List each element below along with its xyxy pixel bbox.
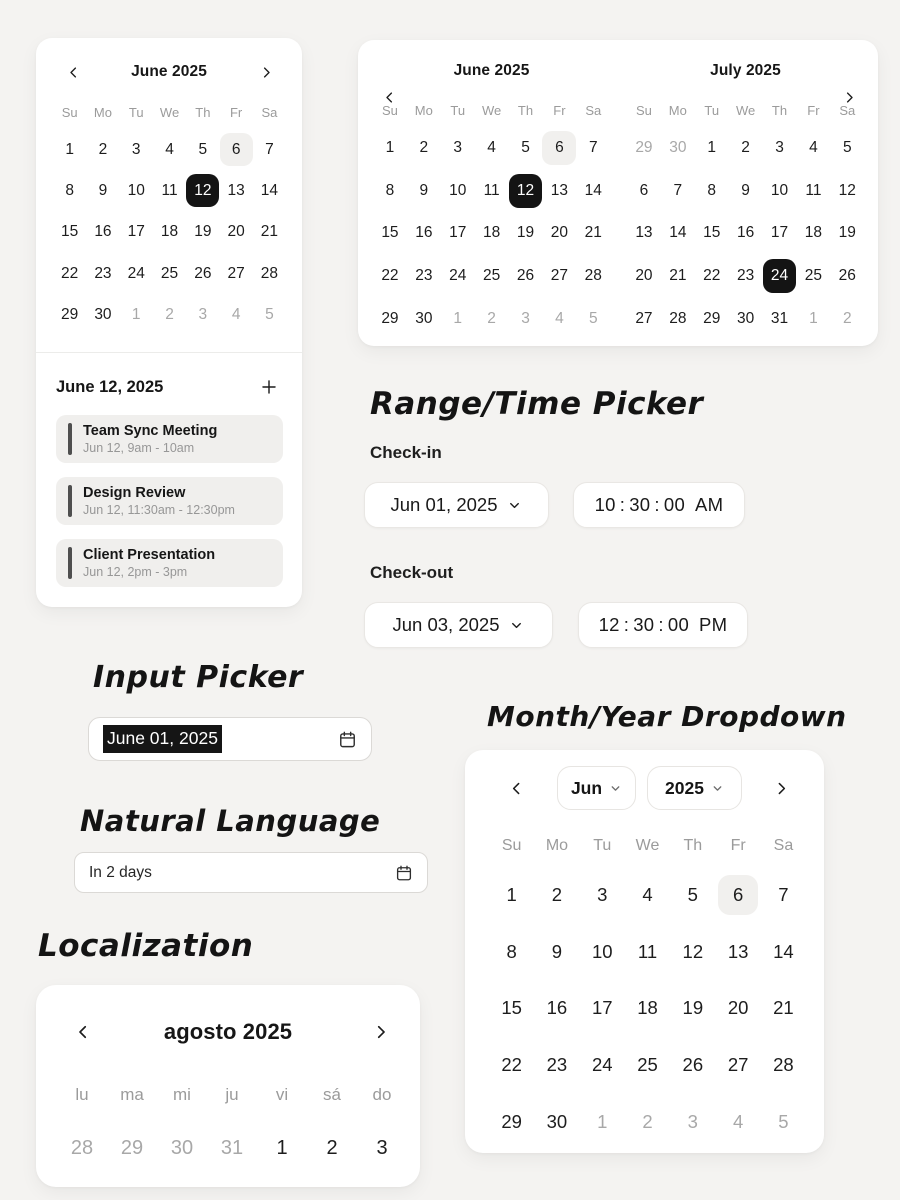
day-cell[interactable]: 19 [682, 997, 704, 1019]
weekday-label: Sa [773, 837, 794, 854]
day-cell[interactable]: 5 [778, 1110, 789, 1132]
day-cell[interactable]: 17 [591, 997, 613, 1019]
day-cell[interactable]: 14 [773, 940, 794, 962]
event-time: Jun 12, 2pm - 3pm [83, 564, 188, 579]
day-cell[interactable]: 25 [482, 267, 501, 285]
day-cell[interactable]: 4 [555, 309, 564, 327]
natural-language-value: In 2 days [89, 863, 152, 881]
day-cell[interactable]: 30 [669, 139, 687, 157]
time-hours: 12 [598, 614, 620, 635]
checkout-date-button[interactable] [364, 602, 553, 648]
next-month-button[interactable] [366, 1017, 396, 1047]
day-cell[interactable]: 27 [550, 267, 569, 285]
day-cell[interactable]: 17 [449, 224, 467, 242]
day-cell[interactable]: 20 [227, 223, 245, 241]
day-cell[interactable]: 26 [194, 264, 212, 282]
day-cell[interactable]: 30 [546, 1110, 568, 1132]
checkin-date-button[interactable] [364, 482, 549, 528]
checkin-time-button[interactable] [573, 482, 745, 528]
day-cell[interactable]: 18 [804, 224, 823, 242]
natural-language-input[interactable] [74, 852, 428, 893]
day-cell[interactable]: 8 [506, 940, 517, 962]
day-cell[interactable]: 15 [61, 223, 79, 241]
day-cell[interactable]: 7 [265, 140, 274, 158]
calendar-icon[interactable] [338, 730, 357, 749]
day-cell[interactable]: 24 [449, 267, 467, 285]
add-event-button[interactable] [256, 374, 282, 400]
day-cell[interactable]: 8 [385, 181, 395, 199]
day-cell[interactable]: 11 [161, 181, 178, 199]
day-cell[interactable]: 23 [546, 1054, 568, 1076]
weekday-label: ju [225, 1085, 239, 1104]
time-colon: : [623, 614, 630, 635]
event-title: Client Presentation [83, 546, 216, 563]
day-cell[interactable]: 6 [715, 867, 760, 924]
day-cell[interactable]: 1 [506, 884, 517, 906]
day-cell[interactable]: 6 [219, 129, 252, 170]
weekday-label: Su [381, 103, 398, 118]
prev-month-button[interactable] [503, 775, 529, 801]
checkin-date-value: Jun 01, 2025 [390, 494, 498, 515]
day-cell[interactable]: 29 [635, 139, 653, 157]
day-cell[interactable]: 21 [773, 997, 794, 1019]
day-cell[interactable]: 2 [98, 140, 108, 158]
next-month-button[interactable] [768, 775, 794, 801]
event-item[interactable] [56, 477, 283, 525]
day-cell[interactable]: 12 [838, 181, 856, 199]
day-cell[interactable]: 27 [227, 264, 245, 282]
day-cell[interactable]: 13 [550, 181, 569, 199]
section-heading-month-year-dropdown: Month/Year Dropdown [487, 700, 847, 733]
section-heading-input-picker: Input Picker [93, 660, 304, 695]
day-cell[interactable]: 1 [65, 140, 74, 158]
day-cell[interactable]: 2 [741, 139, 750, 157]
day-cell[interactable]: 23 [94, 264, 112, 282]
weekday-label: We [481, 103, 502, 118]
day-cell[interactable]: 3 [131, 140, 141, 158]
day-cell[interactable]: 22 [381, 267, 399, 285]
day-cell[interactable]: 12 [682, 940, 704, 962]
time-hours: 10 [594, 494, 616, 515]
localized-calendar-card [36, 985, 420, 1187]
weekday-label: Mo [414, 103, 433, 118]
range-calendar-card [358, 40, 878, 346]
weekday-label: Su [501, 837, 522, 854]
day-cell[interactable]: 15 [381, 224, 399, 242]
weekday-label: Th [771, 103, 788, 118]
day-cell[interactable]: 26 [516, 267, 535, 285]
day-cell[interactable]: 29 [120, 1136, 144, 1159]
month-block-june [373, 40, 610, 346]
day-cell[interactable]: 22 [703, 267, 721, 285]
weekday-label: Su [635, 103, 652, 118]
day-cell[interactable]: 9 [419, 181, 429, 199]
day-cell[interactable]: 5 [588, 309, 598, 327]
day-cell[interactable]: 9 [551, 940, 563, 962]
checkin-label: Check-in [370, 443, 442, 462]
day-cell[interactable]: 11 [805, 181, 822, 199]
weekday-label: We [159, 105, 180, 120]
month-block-july [627, 40, 864, 346]
weekday-label: Fr [229, 105, 243, 120]
date-input-value: June 01, 2025 [103, 725, 222, 753]
day-cell[interactable]: 12 [186, 170, 219, 211]
day-cell[interactable]: 6 [639, 181, 649, 199]
event-title: Team Sync Meeting [83, 422, 218, 439]
weekday-label: sá [323, 1085, 341, 1104]
day-cell[interactable]: 15 [703, 224, 721, 242]
day-cell[interactable]: 10 [127, 181, 145, 199]
day-cell[interactable]: 31 [770, 309, 789, 327]
weekday-row [57, 1085, 407, 1105]
day-cell[interactable]: 1 [453, 309, 463, 327]
day-cell[interactable]: 7 [673, 181, 683, 199]
weekday-label: We [635, 837, 660, 854]
chevron-down-icon [711, 782, 724, 795]
day-grid [53, 129, 286, 335]
weekday-label: Tu [450, 103, 466, 118]
day-cell[interactable]: 5 [265, 305, 274, 323]
weekday-label: Tu [704, 103, 720, 118]
day-cell[interactable]: 18 [482, 224, 501, 242]
weekday-label: Sa [839, 103, 856, 118]
prev-month-button[interactable] [68, 1017, 98, 1047]
month-title: agosto 2025 [163, 1019, 293, 1044]
day-cell[interactable]: 1 [809, 309, 818, 327]
chevron-down-icon [509, 618, 524, 633]
day-cell[interactable]: 17 [770, 224, 789, 242]
day-cell[interactable]: 1 [131, 305, 141, 323]
day-cell[interactable]: 4 [487, 139, 496, 157]
day-cell[interactable]: 27 [635, 309, 653, 327]
day-cell[interactable]: 4 [732, 1110, 744, 1132]
day-cell[interactable]: 13 [227, 181, 245, 199]
day-cell[interactable]: 11 [483, 181, 500, 199]
calendar-header [36, 58, 302, 86]
weekday-label: Sa [585, 103, 602, 118]
day-cell[interactable]: 24 [763, 255, 797, 298]
time-colon: : [658, 614, 664, 635]
day-cell[interactable]: 29 [703, 309, 721, 327]
day-cell[interactable]: 16 [94, 223, 112, 241]
weekday-row [489, 837, 806, 855]
day-cell[interactable]: 3 [198, 305, 208, 323]
weekday-label: We [735, 103, 756, 118]
chevron-left-icon [66, 65, 81, 80]
day-cell[interactable]: 30 [736, 309, 755, 327]
weekday-label: Fr [730, 837, 746, 854]
weekday-label: Th [195, 105, 211, 120]
day-grid [373, 127, 610, 340]
day-cell[interactable]: 2 [551, 884, 563, 906]
day-cell[interactable]: 20 [727, 997, 749, 1019]
day-cell[interactable]: 30 [94, 305, 112, 323]
day-cell[interactable]: 5 [198, 140, 208, 158]
time-minutes: 30 [629, 494, 651, 515]
chevron-down-icon [609, 782, 622, 795]
event-time: Jun 12, 11:30am - 12:30pm [83, 502, 235, 517]
event-item[interactable] [56, 539, 283, 587]
day-cell[interactable]: 2 [419, 139, 429, 157]
weekday-label: Th [683, 837, 703, 854]
day-cell[interactable]: 19 [194, 223, 212, 241]
events-list [56, 415, 283, 587]
day-cell[interactable]: 2 [642, 1110, 653, 1132]
day-cell[interactable]: 19 [516, 224, 535, 242]
day-cell[interactable]: 28 [70, 1136, 94, 1159]
weekday-label: Fr [807, 103, 820, 118]
weekday-label: Mo [668, 103, 687, 118]
day-cell[interactable]: 21 [669, 267, 687, 285]
day-cell[interactable]: 13 [635, 224, 653, 242]
day-cell[interactable]: 18 [160, 223, 179, 241]
weekday-label: Tu [593, 837, 612, 854]
day-cell[interactable]: 10 [449, 181, 467, 199]
month-title: June 2025 [131, 63, 207, 80]
day-cell[interactable]: 1 [597, 1110, 608, 1132]
chevron-right-icon [372, 1023, 390, 1041]
day-grid [489, 867, 806, 1150]
weekday-label: lu [75, 1085, 89, 1104]
day-cell[interactable]: 26 [838, 267, 856, 285]
day-cell[interactable]: 23 [415, 267, 433, 285]
weekday-label: Fr [553, 103, 566, 118]
event-title: Design Review [83, 484, 186, 501]
plus-icon [260, 378, 278, 396]
weekday-label: Sa [261, 105, 278, 120]
calendar-header [465, 766, 824, 810]
day-cell[interactable]: 28 [584, 267, 602, 285]
weekday-row [373, 103, 610, 118]
weekday-label: Th [517, 103, 534, 118]
day-cell[interactable]: 8 [707, 181, 717, 199]
day-cell[interactable]: 2 [842, 309, 852, 327]
day-cell[interactable]: 29 [61, 305, 79, 323]
time-minutes: 30 [633, 614, 655, 635]
day-cell[interactable]: 21 [260, 223, 279, 241]
day-cell[interactable]: 28 [773, 1054, 794, 1076]
weekday-label: Mo [545, 837, 569, 854]
event-color-bar [68, 485, 72, 517]
day-cell[interactable]: 26 [682, 1054, 704, 1076]
day-cell[interactable]: 10 [591, 940, 613, 962]
day-cell[interactable]: 13 [727, 940, 749, 962]
day-cell[interactable]: 20 [550, 224, 569, 242]
event-color-bar [68, 423, 72, 455]
checkout-date-value: Jun 03, 2025 [392, 614, 500, 635]
day-cell[interactable]: 31 [220, 1136, 244, 1159]
event-color-bar [68, 547, 72, 579]
day-cell[interactable]: 5 [687, 884, 698, 906]
month-select-button[interactable] [557, 766, 636, 810]
weekday-label: Su [61, 105, 78, 120]
day-cell[interactable]: 16 [736, 224, 755, 242]
day-cell[interactable]: 22 [61, 264, 79, 282]
day-cell[interactable]: 4 [165, 140, 174, 158]
chevron-right-icon [773, 780, 790, 797]
calendar-header [36, 1014, 420, 1050]
day-cell[interactable]: 24 [127, 264, 145, 282]
day-cell[interactable]: 10 [770, 181, 789, 199]
day-cell[interactable]: 8 [65, 181, 74, 199]
day-cell[interactable]: 29 [381, 309, 399, 327]
month-title: July 2025 [710, 62, 781, 79]
day-cell[interactable]: 5 [521, 139, 530, 157]
day-cell[interactable]: 25 [804, 267, 823, 285]
weekday-row [627, 103, 864, 118]
day-cell[interactable]: 28 [260, 264, 279, 282]
weekday-label: vi [275, 1085, 289, 1104]
day-cell[interactable]: 3 [453, 139, 463, 157]
checkout-time-button[interactable] [578, 602, 748, 648]
day-cell[interactable]: 30 [170, 1136, 194, 1159]
weekday-label: mi [173, 1085, 191, 1104]
day-cell[interactable]: 29 [501, 1110, 522, 1132]
day-cell[interactable]: 3 [687, 1110, 698, 1132]
day-cell[interactable]: 6 [542, 127, 576, 170]
day-cell[interactable]: 14 [669, 224, 687, 242]
time-colon: : [619, 494, 626, 515]
day-cell[interactable]: 25 [160, 264, 179, 282]
day-grid [627, 127, 864, 340]
year-select-button[interactable] [647, 766, 742, 810]
day-cell[interactable]: 3 [775, 139, 784, 157]
day-grid [57, 1123, 407, 1173]
day-cell[interactable]: 30 [415, 309, 433, 327]
section-heading-localization: Localization [38, 928, 254, 964]
day-cell[interactable]: 24 [591, 1054, 613, 1076]
day-cell[interactable]: 15 [501, 997, 522, 1019]
day-cell[interactable]: 1 [385, 139, 395, 157]
day-cell[interactable]: 7 [778, 884, 789, 906]
section-heading-natural-language: Natural Language [80, 804, 381, 838]
day-cell[interactable]: 4 [642, 884, 653, 906]
weekday-label: ma [120, 1085, 144, 1104]
weekday-label: Tu [128, 105, 144, 120]
day-cell[interactable]: 4 [809, 139, 818, 157]
date-input-field[interactable] [88, 717, 372, 761]
day-cell[interactable]: 23 [736, 267, 755, 285]
day-cell[interactable]: 3 [376, 1136, 388, 1159]
month-select-value: Jun [570, 777, 603, 798]
next-month-button[interactable] [253, 59, 279, 85]
single-calendar-card [36, 38, 302, 607]
weekday-label: Mo [93, 105, 112, 120]
day-cell[interactable]: 14 [584, 181, 602, 199]
day-cell[interactable]: 14 [260, 181, 279, 199]
time-meridiem: AM [695, 494, 724, 515]
prev-month-button[interactable] [60, 59, 86, 85]
dropdown-calendar-card [465, 750, 824, 1153]
weekday-row [53, 105, 286, 120]
day-cell[interactable]: 9 [741, 181, 750, 199]
day-cell[interactable]: 2 [487, 309, 496, 327]
event-time: Jun 12, 9am - 10am [83, 440, 195, 455]
day-cell[interactable]: 27 [727, 1054, 749, 1076]
divider [36, 352, 302, 353]
day-cell[interactable]: 11 [637, 940, 658, 962]
day-cell[interactable]: 2 [165, 305, 174, 323]
day-cell[interactable]: 21 [584, 224, 602, 242]
month-title: June 2025 [453, 62, 530, 79]
calendar-icon[interactable] [395, 864, 413, 882]
day-cell[interactable]: 1 [707, 139, 717, 157]
day-cell[interactable]: 22 [501, 1054, 522, 1076]
day-cell[interactable]: 20 [635, 267, 653, 285]
time-colon: : [654, 494, 660, 515]
time-seconds: 00 [667, 614, 690, 635]
day-cell[interactable]: 16 [415, 224, 433, 242]
day-cell[interactable]: 3 [597, 884, 608, 906]
day-cell[interactable]: 25 [637, 1054, 658, 1076]
time-meridiem: PM [699, 614, 728, 635]
day-cell[interactable]: 5 [842, 139, 852, 157]
day-cell[interactable]: 4 [231, 305, 241, 323]
time-seconds: 00 [663, 494, 686, 515]
events-date-label: June 12, 2025 [56, 377, 164, 396]
day-cell[interactable]: 2 [326, 1136, 338, 1159]
section-heading-range-time: Range/Time Picker [370, 386, 704, 422]
day-cell[interactable]: 3 [521, 309, 530, 327]
day-cell[interactable]: 16 [546, 997, 568, 1019]
year-select-value: 2025 [665, 777, 704, 798]
chevron-left-icon [508, 780, 525, 797]
day-cell[interactable]: 17 [127, 223, 145, 241]
day-cell[interactable]: 12 [509, 170, 543, 213]
day-cell[interactable]: 9 [98, 181, 108, 199]
chevron-left-icon [74, 1023, 92, 1041]
chevron-down-icon [507, 498, 522, 513]
checkout-label: Check-out [370, 563, 454, 582]
chevron-right-icon [259, 65, 274, 80]
day-cell[interactable]: 1 [276, 1136, 288, 1159]
event-item[interactable] [56, 415, 283, 463]
day-cell[interactable]: 28 [669, 309, 687, 327]
day-cell[interactable]: 18 [637, 997, 658, 1019]
day-cell[interactable]: 19 [838, 224, 856, 242]
weekday-label: do [372, 1085, 392, 1104]
day-cell[interactable]: 7 [588, 139, 598, 157]
